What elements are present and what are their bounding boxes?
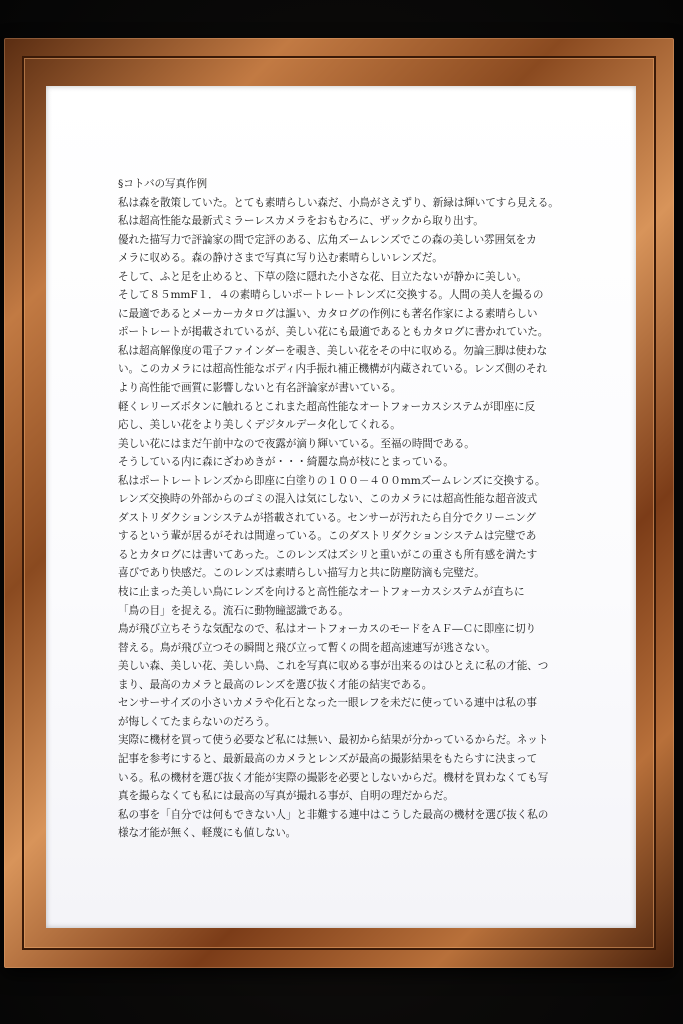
text-line: が悔しくてたまらないのだろう。: [118, 715, 276, 728]
text-line: 鳥が飛び立ちそうな気配なので、私はオートフォーカスのモードをＡＦ―Ｃに即座に切り: [118, 623, 537, 636]
text-line: そして、ふと足を止めると、下草の陰に隠れた小さな花、目立たないが静かに美しい。: [118, 270, 528, 283]
text-line: まり、最高のカメラと最高のレンズを選び抜く才能の結実である。: [118, 678, 433, 691]
text-line: 記事を参考にすると、最新最高のカメラとレンズが最高の撮影結果をもたらすに決まって: [118, 752, 538, 765]
text-line: 替える。鳥が飛び立つその瞬間と飛び立って暫くの間を超高速連写が逃さない。: [118, 641, 496, 654]
text-line: 様な才能が無く、軽蔑にも値しない。: [118, 827, 297, 840]
text-line: 軽くレリーズボタンに触れるとこれまた超高性能なオートフォーカスシステムが即座に反: [118, 400, 536, 413]
text-line: い。このカメラには超高性能なボディ内手振れ補正機構が内蔵されている。レンズ側のそれ: [118, 363, 547, 376]
text-line: 枝に止まった美しい鳥にレンズを向けると高性能なオートフォーカスシステムが直ちに: [118, 586, 525, 599]
text-line: するという輩が居るがそれは間違っている。このダストリダクションシステムは完璧であ: [118, 530, 537, 543]
text-line: ポートレートが掲載されているが、美しい花にも最適であるともカタログに書かれていた。: [118, 326, 549, 339]
text-line: 美しい森、美しい花、美しい鳥、これを写真に収める事が出来るのはひとえに私の才能、つ: [118, 660, 549, 673]
text-line: そうしている内に森にざわめきが・・・綺麗な鳥が枝にとまっている。: [118, 456, 454, 469]
text-line: メラに収める。森の静けさまで写真に写り込む素晴らしいレンズだ。: [118, 252, 443, 265]
text-line: ダストリダクションシステムが搭載されている。センサーが汚れたら自分でクリーニング: [118, 511, 536, 524]
document-text: [118, 175, 563, 843]
text-line: 実際に機材を買って使う必要など私には無い、最初から結果が分かっているからだ。ネット: [118, 734, 549, 747]
text-line: レンズ交換時の外部からのゴミの混入は気にしない、このカメラには超高性能な超音波式: [118, 493, 538, 506]
text-line: 私は超高解像度の電子ファインダーを覗き、美しい花をその中に収める。勿論三脚は使わな: [118, 344, 548, 357]
text-line: 応し、美しい花をより美しくデジタルデータ化してくれる。: [118, 419, 401, 432]
text-line: 優れた描写力で評論家の間で定評のある、広角ズームレンズでこの森の美しい雰囲気をカ: [118, 233, 537, 246]
text-line: より高性能で画質に影響しないと有名評論家が書いている。: [118, 382, 402, 395]
text-line: に最適であるとメーカーカタログは謳い、カタログの作例にも著名作家による素晴らしい: [118, 307, 538, 320]
text-line: 私は超高性能な最新式ミラーレスカメラをおもむろに、ザックから取り出す。: [118, 215, 484, 228]
document-heading: §コトバの写真作例: [118, 178, 207, 190]
text-line: 私の事を「自分では何もできない人」と非難する連中はこうした最高の機材を選び抜く私の: [118, 808, 549, 821]
text-line: そして８５mmF１．４の素晴らしいポートレートレンズに交換する。人間の美人を撮るの: [118, 289, 544, 302]
text-line: 真を撮らなくても私には最高の写真が撮れる事が、自明の理だからだ。: [118, 790, 454, 803]
text-line: 私はポートレートレンズから即座に白塗りの１００－４００mmズームレンズに交換する。: [118, 474, 546, 487]
text-line: 私は森を散策していた。とても素晴らしい森だ、小鳥がさえずり、新緑は輝いてすら見える。: [118, 196, 559, 209]
text-line: センサーサイズの小さいカメラや化石となった一眼レフを未だに使っている連中は私の事: [118, 697, 537, 710]
text-line: 「鳥の目」を捉える。流石に動物瞳認識である。: [118, 604, 349, 617]
text-line: るとカタログには書いてあった。このレンズはズシリと重いがこの重さも所有感を満たす: [118, 548, 538, 561]
text-line: いる。私の機材を選び抜く才能が実際の撮影を必要としないからだ。機材を買わなくても写: [118, 771, 549, 784]
text-line: 美しい花にはまだ午前中なので夜露が滴り輝いている。至福の時間である。: [118, 437, 475, 450]
text-line: 喜びであり快感だ。このレンズは素晴らしい描写力と共に防塵防滴も完璧だ。: [118, 567, 485, 580]
